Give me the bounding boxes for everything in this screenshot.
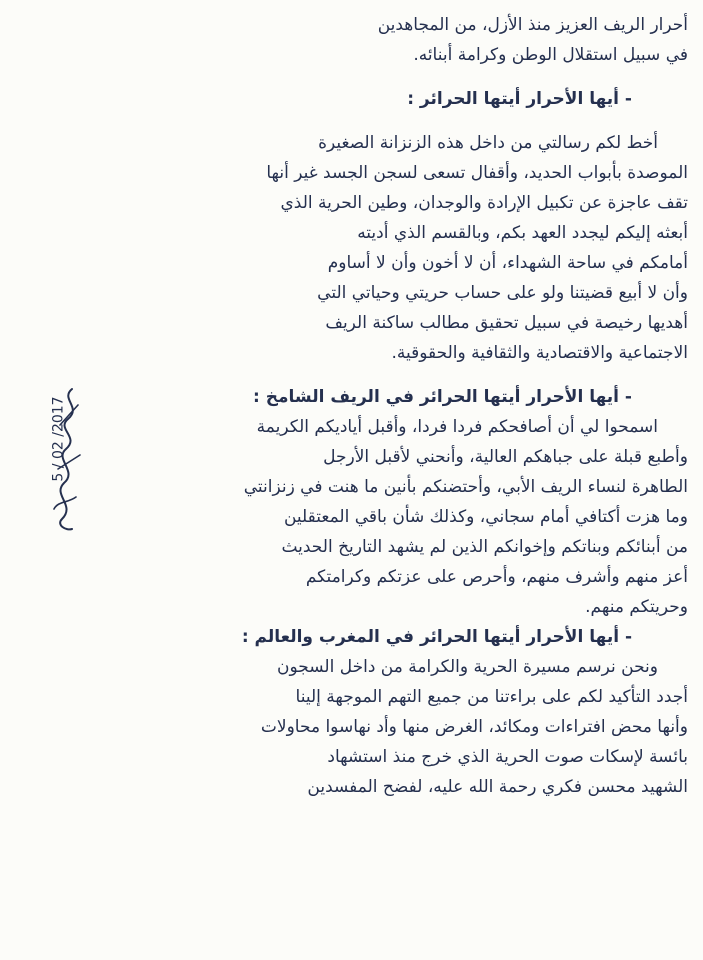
body-line: أعز منهم وأشرف منهم، وأحرص على عزتكم وكرامتكم (305, 567, 688, 587)
section-3 (70, 622, 688, 802)
section-1 (70, 84, 688, 368)
body-line: وحريتكم منهم. (585, 597, 688, 617)
body-line: ونحن نرسم مسيرة الحرية والكرامة من داخل السجون (277, 657, 658, 677)
body-line: اسمحوا لي أن أصافحكم فردا فردا، وأقبل أياديكم الكريمة (256, 417, 658, 437)
body-line: أمامكم في ساحة الشهداء، أن لا أخون وأن لا أساوم (327, 253, 688, 273)
body-line: أبعثه إليكم ليجدد العهد بكم، وبالقسم الذي أديته (357, 223, 688, 243)
section-2 (70, 382, 688, 622)
intro-block (70, 10, 688, 70)
section-heading: - أيها الأحرار أيتها الحرائر : (407, 89, 632, 109)
signature-date: 2017/ 02 / 5 (50, 396, 67, 482)
body-line: الموصدة بأبواب الحديد، وأقفال تسعى لسجن الجسد غير أنها (266, 163, 688, 183)
body-line: وأطبع قبلة على جباهكم العالية، وأنحني لأقبل الأرجل (323, 447, 688, 467)
body-line: بائسة لإسكات صوت الحرية الذي خرج منذ استشهاد (327, 747, 688, 767)
body-line: الطاهرة لنساء الريف الأبي، وأحتضنكم بأنين ما هنت في زنزانتي (243, 477, 688, 497)
body-line: أجدد التأكيد لكم على براءتنا من جميع التهم الموجهة إلينا (295, 687, 688, 707)
handwritten-signature (42, 385, 88, 535)
intro-line: أحرار الريف العزيز منذ الأزل، من المجاهدين (377, 15, 688, 35)
body-line: وأنها محض افتراءات ومكائد، الغرض منها وأد نهاسوا محاولات (260, 717, 688, 737)
handwritten-letter (70, 10, 688, 802)
body-line: أهديها رخيصة في سبيل تحقيق مطالب ساكنة الريف (325, 313, 688, 333)
body-line: وما هزت أكتافي أمام سجاني، وكذلك شأن باقي المعتقلين (283, 507, 688, 527)
body-line: أخط لكم رسالتي من داخل هذه الزنزانة الصغيرة (318, 133, 658, 153)
body-line: تقف عاجزة عن تكبيل الإرادة والوجدان، وطين الحرية الذي (280, 193, 688, 213)
body-line: الشهيد محسن فكري رحمة الله عليه، لفضح المفسدين (307, 777, 688, 797)
body-line: من أبنائكم وبناتكم وإخوانكم الذين لم يشهد التاريخ الحديث (281, 537, 688, 557)
intro-line: في سبيل استقلال الوطن وكرامة أبنائه. (413, 45, 688, 65)
section-heading: - أيها الأحرار أيتها الحرائر في المغرب والعالم : (241, 627, 632, 647)
margin-signature-block (4, 385, 94, 535)
section-heading: - أيها الأحرار أيتها الحرائر في الريف الشامخ : (253, 387, 632, 407)
body-line: الاجتماعية والاقتصادية والثقافية والحقوقية. (391, 343, 688, 363)
body-line: وأن لا أبيع قضيتنا ولو على حساب حريتي وحياتي التي (317, 283, 688, 303)
